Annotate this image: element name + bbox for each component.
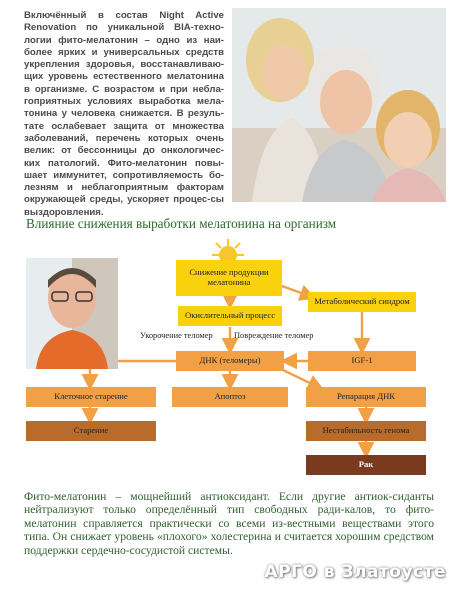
node-melatonin-decrease: Снижение продукции мелатонина bbox=[176, 260, 282, 296]
intro-paragraph: Включённый в состав Night Active Renovation по уникальной BIA-техно-логии фито-мелатонин – одно из наи-более ярких и универсальных средств укрепления здоровья, восстанавливаю-щих уровень естественного мелатонина в организме. С возрастом и при небла-гоприятных условиях выработка мела-тонина у человека снижается. В резуль-тате ослабевает защита от множества заболеваний, перечень которых очень велик: от бессонницы до онкологичес-ких патологий. Фито-мелатонин повы-шает иммунитет, сопротивляемость бо-лезням и неблагоприятным факторам окружающей среды, ускоряет процес-сы выздоровления. bbox=[24, 10, 224, 218]
node-cell-aging: Клеточное старение bbox=[26, 387, 156, 407]
node-metabolic-syndrome: Метаболический синдром bbox=[308, 292, 416, 312]
node-apoptosis: Апоптоз bbox=[172, 387, 288, 407]
face-illustration bbox=[26, 258, 118, 369]
label-telomere-shortening: Укорочение теломер bbox=[140, 331, 213, 340]
label-telomere-damage: Повреждение теломер bbox=[234, 331, 314, 340]
node-aging: Старение bbox=[26, 421, 156, 441]
watermark: АРГО в Златоусте bbox=[264, 562, 446, 582]
node-dna-telomeres: ДНК (теломеры) bbox=[176, 351, 284, 371]
aging-face-portrait bbox=[26, 258, 118, 369]
node-genome-instability: Нестабильность генома bbox=[306, 421, 426, 441]
node-dna-repair: Репарация ДНК bbox=[306, 387, 426, 407]
node-igf1: IGF-1 bbox=[308, 351, 416, 371]
node-oxidative-process: Окислительный процесс bbox=[178, 306, 282, 326]
node-cancer: Рак bbox=[306, 455, 426, 475]
bottom-paragraph: Фито-мелатонин – мощнейший антиоксидант. Если другие антиок-сиданты нейтрализуют только определённый тип свободных ради-калов, то фито-мелатонин справляется практически со всеми из-вестными веществами этого типа. Он снижает уровень «плохого» холестерина и считается хорошим средством поддержки сердечно-сосудистой системы. bbox=[24, 490, 434, 557]
melatonin-diagram bbox=[0, 234, 452, 484]
family-photo-illustration bbox=[232, 8, 446, 202]
section-title: Влияние снижения выработки мелатонина на организм bbox=[26, 216, 337, 231]
family-photo bbox=[232, 8, 446, 202]
